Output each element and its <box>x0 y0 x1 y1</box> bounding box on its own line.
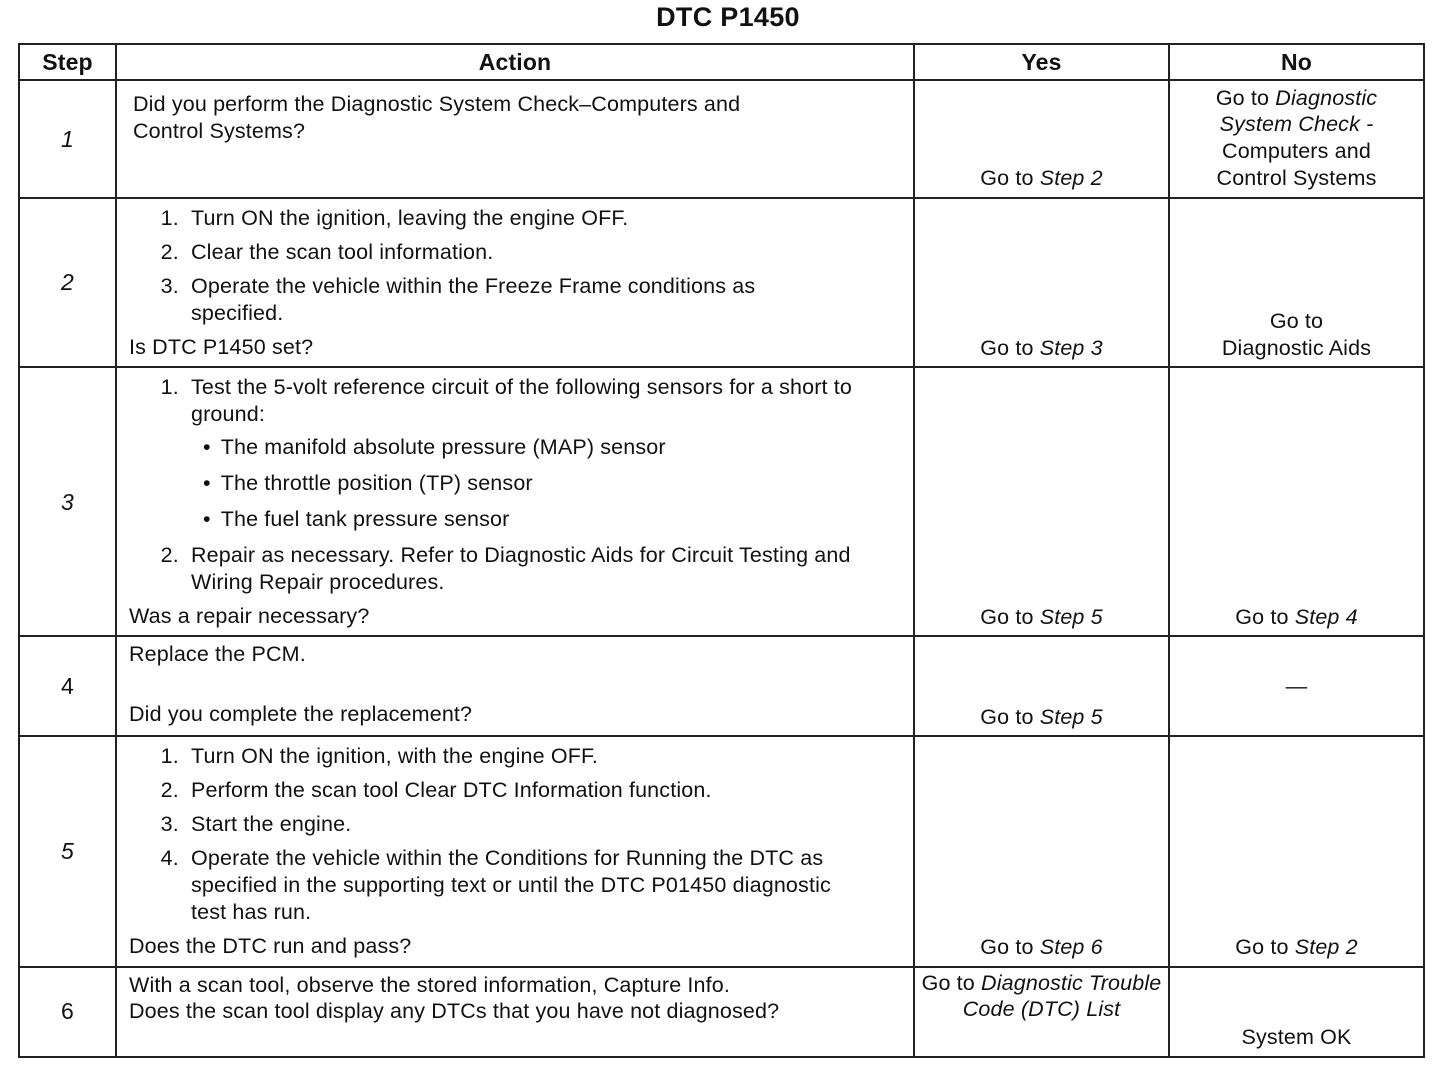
page-title: DTC P1450 <box>656 2 800 32</box>
no-cell <box>1169 198 1424 367</box>
yes-link[interactable]: Step 5 <box>1039 704 1103 729</box>
bullet-item: • The throttle position (TP) sensor <box>203 470 901 497</box>
no-cell <box>1169 80 1424 198</box>
yes-cell <box>914 198 1169 367</box>
yes-prefix: Go to <box>980 604 1040 629</box>
header-step: Step <box>19 44 116 80</box>
header-row <box>19 44 1424 80</box>
list-item-text: Test the 5-volt reference circuit of the following sensors for a short to ground: <box>191 375 853 427</box>
no-line-1: Go to <box>1269 308 1324 333</box>
question: Was a repair necessary? <box>129 603 370 628</box>
list-item <box>185 374 901 532</box>
dtc-table <box>18 43 1425 1058</box>
no-cell <box>1169 736 1424 966</box>
no-cell: — <box>1169 636 1424 736</box>
system-ok: System OK <box>1241 1024 1352 1049</box>
yes-link[interactable]: Step 2 <box>1039 166 1103 191</box>
action-cell <box>116 736 914 966</box>
yes-link[interactable]: Step 5 <box>1039 604 1103 629</box>
table-row <box>19 967 1424 1057</box>
step-list <box>129 205 901 327</box>
list-item: 3. Operate the vehicle within the Freeze Frame conditions as specified. <box>185 273 831 327</box>
step-number: 6 <box>19 967 116 1057</box>
step-number: 4 <box>19 636 116 736</box>
yes-prefix: Go to <box>980 166 1040 191</box>
yes-cell <box>914 636 1169 736</box>
yes-cell <box>914 736 1169 966</box>
table-row <box>19 367 1424 636</box>
step-number: 5 <box>19 736 116 966</box>
question: Does the DTC run and pass? <box>129 933 412 958</box>
bullet-item: • The fuel tank pressure sensor <box>203 506 901 533</box>
action-cell <box>116 636 914 736</box>
yes-prefix: Go to <box>980 335 1040 360</box>
bullet-item: • The manifold absolute pressure (MAP) sensor <box>203 434 901 461</box>
action-cell <box>116 198 914 367</box>
yes-link[interactable]: Step 3 <box>1039 335 1103 360</box>
yes-prefix: Go to <box>980 704 1040 729</box>
header-action: Action <box>116 44 914 80</box>
question: Did you complete the replacement? <box>129 702 473 727</box>
step-list <box>129 743 901 925</box>
action-text: With a scan tool, observe the stored information, Capture Info. <box>129 972 731 997</box>
header-no: No <box>1169 44 1424 80</box>
no-link[interactable]: Step 4 <box>1294 604 1358 629</box>
table-row <box>19 636 1424 736</box>
action-cell <box>116 80 914 198</box>
step-number: 3 <box>19 367 116 636</box>
yes-cell <box>914 80 1169 198</box>
step-list <box>129 374 901 595</box>
action-cell <box>116 367 914 636</box>
list-item: 4. Operate the vehicle within the Conditions for Running the DTC as specified in the supporting text or until the DTC P01450 diagnostic test has run. <box>185 845 871 926</box>
no-suffix: Computers and Control Systems <box>1216 139 1377 191</box>
question: Does the scan tool display any DTCs that you have not diagnosed? <box>129 999 780 1024</box>
no-cell <box>1169 367 1424 636</box>
yes-link[interactable]: Step 6 <box>1039 934 1103 959</box>
list-item: 1. Turn ON the ignition, leaving the engine OFF. <box>185 205 901 232</box>
question: Is DTC P1450 set? <box>129 334 314 359</box>
list-item: 2. Clear the scan tool information. <box>185 239 901 266</box>
sensor-list <box>191 434 901 533</box>
no-cell <box>1169 967 1424 1057</box>
yes-cell <box>914 967 1169 1057</box>
yes-prefix: Go to <box>921 970 982 995</box>
yes-prefix: Go to <box>980 934 1040 959</box>
step-number: 2 <box>19 198 116 367</box>
table-row <box>19 736 1424 966</box>
no-link[interactable]: Diagnostic System Check - <box>1219 85 1378 137</box>
list-item: 2. Repair as necessary. Refer to Diagnostic Aids for Circuit Testing and Wiring Repair procedures. <box>185 542 891 596</box>
action-text: Replace the PCM. <box>129 642 306 667</box>
header-yes: Yes <box>914 44 1169 80</box>
table-row <box>19 198 1424 367</box>
yes-cell <box>914 367 1169 636</box>
step-number: 1 <box>19 80 116 198</box>
action-text: Did you perform the Diagnostic System Check–Computers and Control Systems? <box>133 92 741 143</box>
no-prefix: Go to <box>1235 934 1295 959</box>
no-prefix: Go to <box>1215 85 1276 110</box>
yes-link[interactable]: Diagnostic Trouble Code (DTC) List <box>962 970 1162 1022</box>
no-link[interactable]: Diagnostic Aids <box>1221 335 1372 360</box>
list-item: 3. Start the engine. <box>185 811 901 838</box>
list-item: 1. Turn ON the ignition, with the engine OFF. <box>185 743 901 770</box>
list-item: 2. Perform the scan tool Clear DTC Information function. <box>185 777 901 804</box>
action-cell <box>116 967 914 1057</box>
no-link[interactable]: Step 2 <box>1294 934 1358 959</box>
no-prefix: Go to <box>1235 604 1295 629</box>
table-row <box>19 80 1424 198</box>
